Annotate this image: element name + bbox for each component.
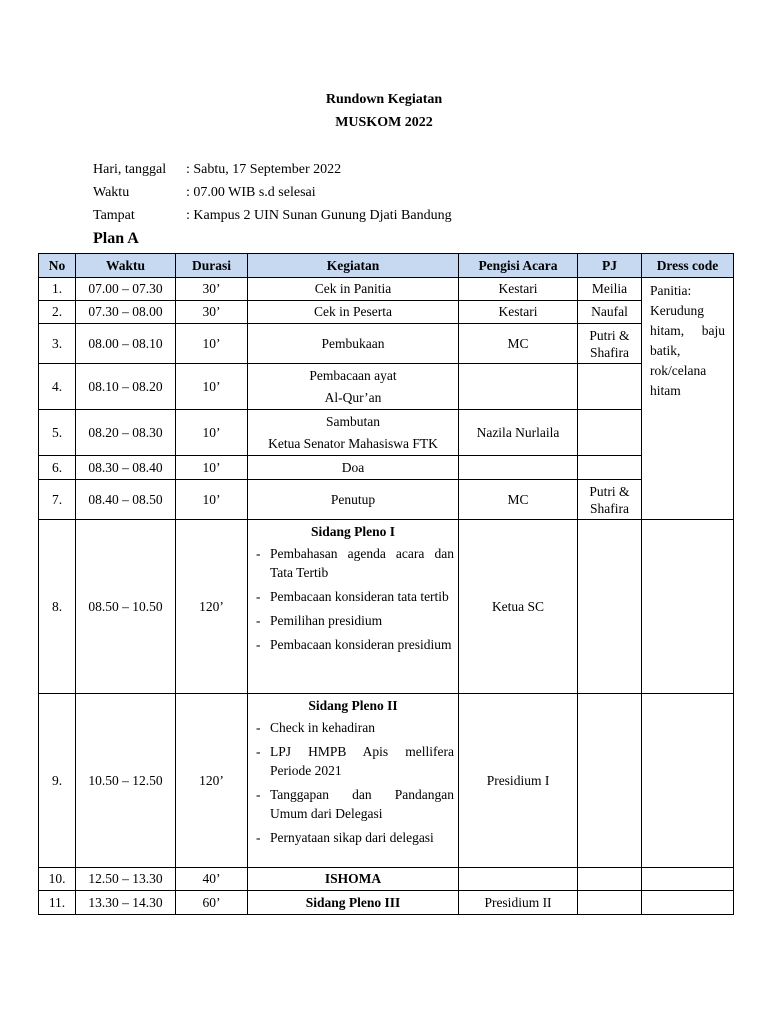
table-row [39, 868, 734, 891]
cell-pj: Putri & Shafira [578, 324, 642, 364]
cell-pengisi [459, 456, 578, 480]
table-header-row [39, 254, 734, 278]
table-row [39, 520, 734, 694]
cell-no: 10. [39, 868, 76, 891]
cell-no: 11. [39, 891, 76, 915]
rundown-table [38, 253, 734, 915]
cell-kegiatan: ISHOMA [248, 868, 459, 891]
header-durasi: Durasi [176, 254, 248, 278]
header-kegiatan: Kegiatan [248, 254, 459, 278]
cell-waktu: 13.30 – 14.30 [76, 891, 176, 915]
cell-kegiatan [248, 694, 459, 868]
table-row [39, 278, 734, 301]
dress-code-heading: Panitia: [650, 283, 692, 298]
cell-waktu: 10.50 – 12.50 [76, 694, 176, 868]
cell-pj [578, 410, 642, 456]
kegiatan-title: Sidang Pleno I [310, 524, 396, 539]
cell-pengisi [459, 868, 578, 891]
cell-pj: Meilia [578, 278, 642, 301]
cell-dress-code [642, 278, 734, 520]
cell-kegiatan [248, 410, 459, 456]
kegiatan-list [252, 718, 454, 847]
list-item: - Tanggapan dan Pandangan Umum dari Delegasi [252, 785, 454, 823]
header-pj: PJ [578, 254, 642, 278]
cell-durasi: 120’ [176, 520, 248, 694]
table-row [39, 891, 734, 915]
cell-no: 3. [39, 324, 76, 364]
cell-waktu: 08.00 – 08.10 [76, 324, 176, 364]
table-row [39, 301, 734, 324]
cell-pengisi: MC [459, 480, 578, 520]
cell-pengisi: MC [459, 324, 578, 364]
list-item: - Pembahasan agenda acara dan Tata Tertib [252, 544, 454, 582]
info-value-date: : Sabtu, 17 September 2022 [186, 162, 342, 177]
cell-kegiatan: Penutup [248, 480, 459, 520]
kegiatan-line: Sambutan [326, 413, 380, 429]
cell-durasi: 40’ [176, 868, 248, 891]
cell-no: 1. [39, 278, 76, 301]
cell-dress-code-empty [642, 694, 734, 868]
list-item: - Pemilihan presidium [252, 611, 454, 630]
cell-waktu: 08.40 – 08.50 [76, 480, 176, 520]
cell-pengisi: Ketua SC [459, 520, 578, 694]
info-label-place: Tampat [93, 208, 135, 223]
header-pengisi: Pengisi Acara [459, 254, 578, 278]
list-item: - Pernyataan sikap dari delegasi [252, 828, 454, 847]
cell-waktu: 07.00 – 07.30 [76, 278, 176, 301]
kegiatan-line: Al-Qur’an [324, 389, 382, 405]
cell-durasi: 120’ [176, 694, 248, 868]
cell-no: 4. [39, 364, 76, 410]
document-subtitle: MUSKOM 2022 [335, 115, 433, 130]
cell-pj [578, 694, 642, 868]
list-item: - Pembacaan konsideran presidium [252, 635, 454, 654]
cell-no: 7. [39, 480, 76, 520]
cell-waktu: 08.20 – 08.30 [76, 410, 176, 456]
table-row [39, 324, 734, 364]
table-row [39, 410, 734, 456]
list-item: - LPJ HMPB Apis mellifera Periode 2021 [252, 742, 454, 780]
table-row [39, 364, 734, 410]
cell-durasi: 10’ [176, 410, 248, 456]
info-value-place: : Kampus 2 UIN Sunan Gunung Djati Bandung [186, 208, 452, 223]
info-label-date: Hari, tanggal [93, 162, 167, 177]
cell-no: 5. [39, 410, 76, 456]
cell-waktu: 08.10 – 08.20 [76, 364, 176, 410]
header-no: No [39, 254, 76, 278]
table-row [39, 480, 734, 520]
cell-kegiatan: Cek in Peserta [248, 301, 459, 324]
cell-kegiatan [248, 520, 459, 694]
cell-pengisi: Kestari [459, 301, 578, 324]
cell-dress-code-empty [642, 868, 734, 891]
cell-no: 2. [39, 301, 76, 324]
cell-pj [578, 891, 642, 915]
kegiatan-line: Pembacaan ayat [309, 367, 397, 383]
cell-durasi: 60’ [176, 891, 248, 915]
table-row [39, 694, 734, 868]
cell-durasi: 30’ [176, 278, 248, 301]
cell-waktu: 08.30 – 08.40 [76, 456, 176, 480]
cell-kegiatan: Sidang Pleno III [248, 891, 459, 915]
cell-kegiatan: Pembukaan [248, 324, 459, 364]
cell-no: 9. [39, 694, 76, 868]
kegiatan-list [252, 544, 454, 654]
dress-code-text: Kerudung hitam, baju batik, rok/celana hitam [650, 303, 725, 398]
info-label-time: Waktu [93, 185, 130, 200]
cell-pengisi: Presidium I [459, 694, 578, 868]
cell-pengisi: Presidium II [459, 891, 578, 915]
header-waktu: Waktu [76, 254, 176, 278]
table-row [39, 456, 734, 480]
cell-durasi: 10’ [176, 364, 248, 410]
cell-pj [578, 868, 642, 891]
cell-kegiatan: Doa [248, 456, 459, 480]
cell-durasi: 10’ [176, 456, 248, 480]
cell-no: 6. [39, 456, 76, 480]
cell-waktu: 12.50 – 13.30 [76, 868, 176, 891]
cell-durasi: 10’ [176, 324, 248, 364]
cell-pj: Putri & Shafira [578, 480, 642, 520]
list-item: - Pembacaan konsideran tata tertib [252, 587, 454, 606]
cell-durasi: 10’ [176, 480, 248, 520]
cell-durasi: 30’ [176, 301, 248, 324]
header-dress-code: Dress code [642, 254, 734, 278]
document-title: Rundown Kegiatan [325, 92, 443, 107]
list-item: - Check in kehadiran [252, 718, 454, 737]
cell-pj [578, 364, 642, 410]
cell-dress-code-empty [642, 520, 734, 694]
cell-pj [578, 456, 642, 480]
info-value-time: : 07.00 WIB s.d selesai [186, 185, 316, 200]
cell-no: 8. [39, 520, 76, 694]
cell-pengisi: Nazila Nurlaila [459, 410, 578, 456]
cell-kegiatan: Cek in Panitia [248, 278, 459, 301]
cell-pengisi [459, 364, 578, 410]
cell-kegiatan [248, 364, 459, 410]
cell-waktu: 08.50 – 10.50 [76, 520, 176, 694]
cell-pengisi: Kestari [459, 278, 578, 301]
kegiatan-title: Sidang Pleno II [308, 698, 398, 713]
cell-pj [578, 520, 642, 694]
kegiatan-line: Ketua Senator Mahasiswa FTK [268, 435, 438, 451]
plan-label: Plan A [93, 230, 139, 247]
cell-pj: Naufal [578, 301, 642, 324]
cell-dress-code-empty [642, 891, 734, 915]
cell-waktu: 07.30 – 08.00 [76, 301, 176, 324]
